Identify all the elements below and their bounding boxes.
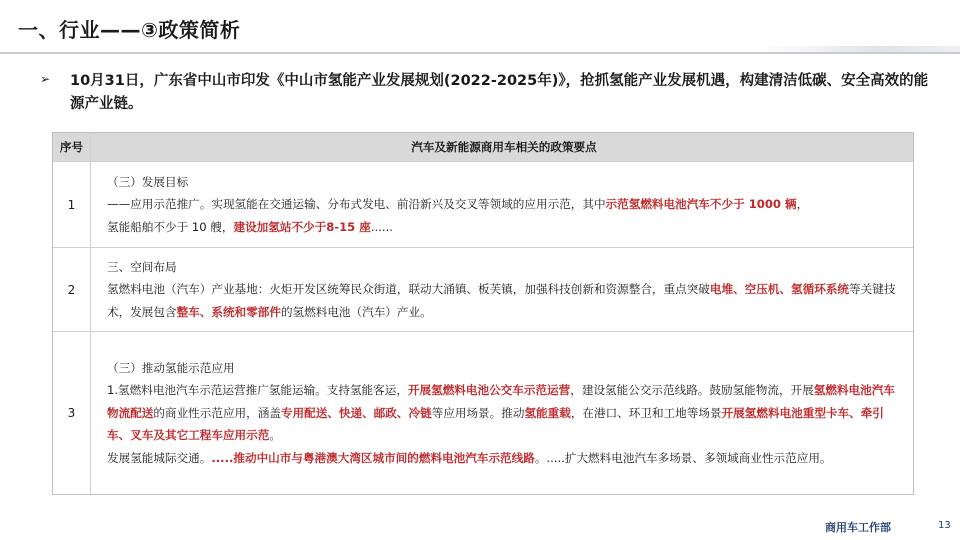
content-line: [107, 216, 901, 239]
highlight-text: 氢能重载: [524, 405, 571, 420]
body-text: ，: [796, 197, 809, 212]
row-number: 2: [53, 248, 91, 331]
row-content: [91, 332, 913, 494]
header-content: 汽车及新能源商用车相关的政策要点: [411, 139, 597, 154]
policy-table: [52, 132, 914, 495]
body-text: （三）发展目标: [107, 174, 189, 189]
highlight-text: 建设加氢站不少于8-15 座: [233, 219, 371, 234]
body-text: ——应用示范推广。实现氢能在交通运输、分布式发电、前沿新兴及交叉等领域的应用示范，其中: [107, 197, 606, 212]
content-line: [107, 278, 901, 323]
content-line: [107, 256, 901, 279]
body-text: 等应用场景。推动: [431, 405, 525, 420]
row-number: 3: [53, 332, 91, 494]
body-text: 。.....扩大燃料电池汽车多场景、多领域商业性示范应用。: [534, 450, 832, 465]
row-content: [91, 248, 913, 331]
page-number: 13: [938, 520, 951, 531]
row-content: [91, 162, 913, 247]
footer-department: 商用车工作部: [825, 521, 891, 534]
header-no: 序号: [53, 133, 91, 161]
body-text: 发展氢能城际交通。: [107, 450, 212, 465]
highlight-text: 电堆、空压机、氢循环系统: [709, 282, 850, 297]
title-divider: [0, 52, 960, 54]
highlight-text: 专用配送、快递、邮政、冷链: [280, 405, 432, 420]
row-number: 1: [53, 162, 91, 247]
highlight-text: 开展氢燃料电池公交车示范运营: [407, 383, 571, 398]
body-text: 1.氢燃料电池汽车示范运营推广氢能运输。支持氢能客运，: [107, 383, 408, 398]
highlight-text: 氢燃料电池汽车物流配送: [107, 383, 895, 420]
table-row: [53, 248, 913, 332]
body-text: 。: [269, 428, 281, 443]
content-line: [107, 447, 901, 470]
content-line: [107, 171, 901, 194]
content-line: [107, 357, 901, 380]
body-text: （三）推动氢能示范应用: [107, 360, 235, 375]
intro-text: 10月31日，广东省中山市印发《中山市氢能产业发展规划(2022-2025年)》，抢抓氢能产业发展机遇，构建清洁低碳、安全高效的能源产业链。: [70, 73, 929, 112]
content-line: [107, 379, 901, 447]
body-text: 等关键技术，发展包含: [107, 282, 896, 319]
highlight-text: 整车、系统和零部件: [176, 304, 281, 319]
table-row: [53, 162, 913, 248]
body-text: 氢能船舶不少于 10 艘，: [107, 219, 234, 234]
slide-title: 一、行业——③政策简析: [18, 18, 241, 42]
body-text: 的氢燃料电池（汽车）产业。: [280, 304, 432, 319]
table-header-row: [53, 133, 913, 162]
highlight-text: 开展氢燃料电池重型卡车、牵引车、叉车及其它工程车应用示范: [107, 405, 884, 443]
body-text: ，在港口、环卫和工地等场景: [570, 405, 722, 420]
content-line: [107, 193, 901, 216]
body-text: ，建设氢能公交示范线路。鼓励氢能物流，开展: [570, 383, 814, 398]
body-text: 三、空间布局: [107, 259, 177, 274]
highlight-text: 示范氢燃料电池汽车不少于 1000 辆: [605, 197, 797, 212]
highlight-text: .....推动中山市与粤港澳大湾区城市间的燃料电池汽车示范线路: [211, 450, 535, 465]
body-text: 的商业性示范应用，涵盖: [153, 405, 281, 420]
table-row: [53, 332, 913, 494]
body-text: 氢燃料电池（汽车）产业基地：火炬开发区统筹民众街道，联动大涌镇、板芙镇，加强科技创新和资源整合，重点突破: [107, 282, 710, 297]
body-text: ......: [370, 219, 393, 234]
bullet-arrow-icon: ➢: [40, 72, 51, 86]
